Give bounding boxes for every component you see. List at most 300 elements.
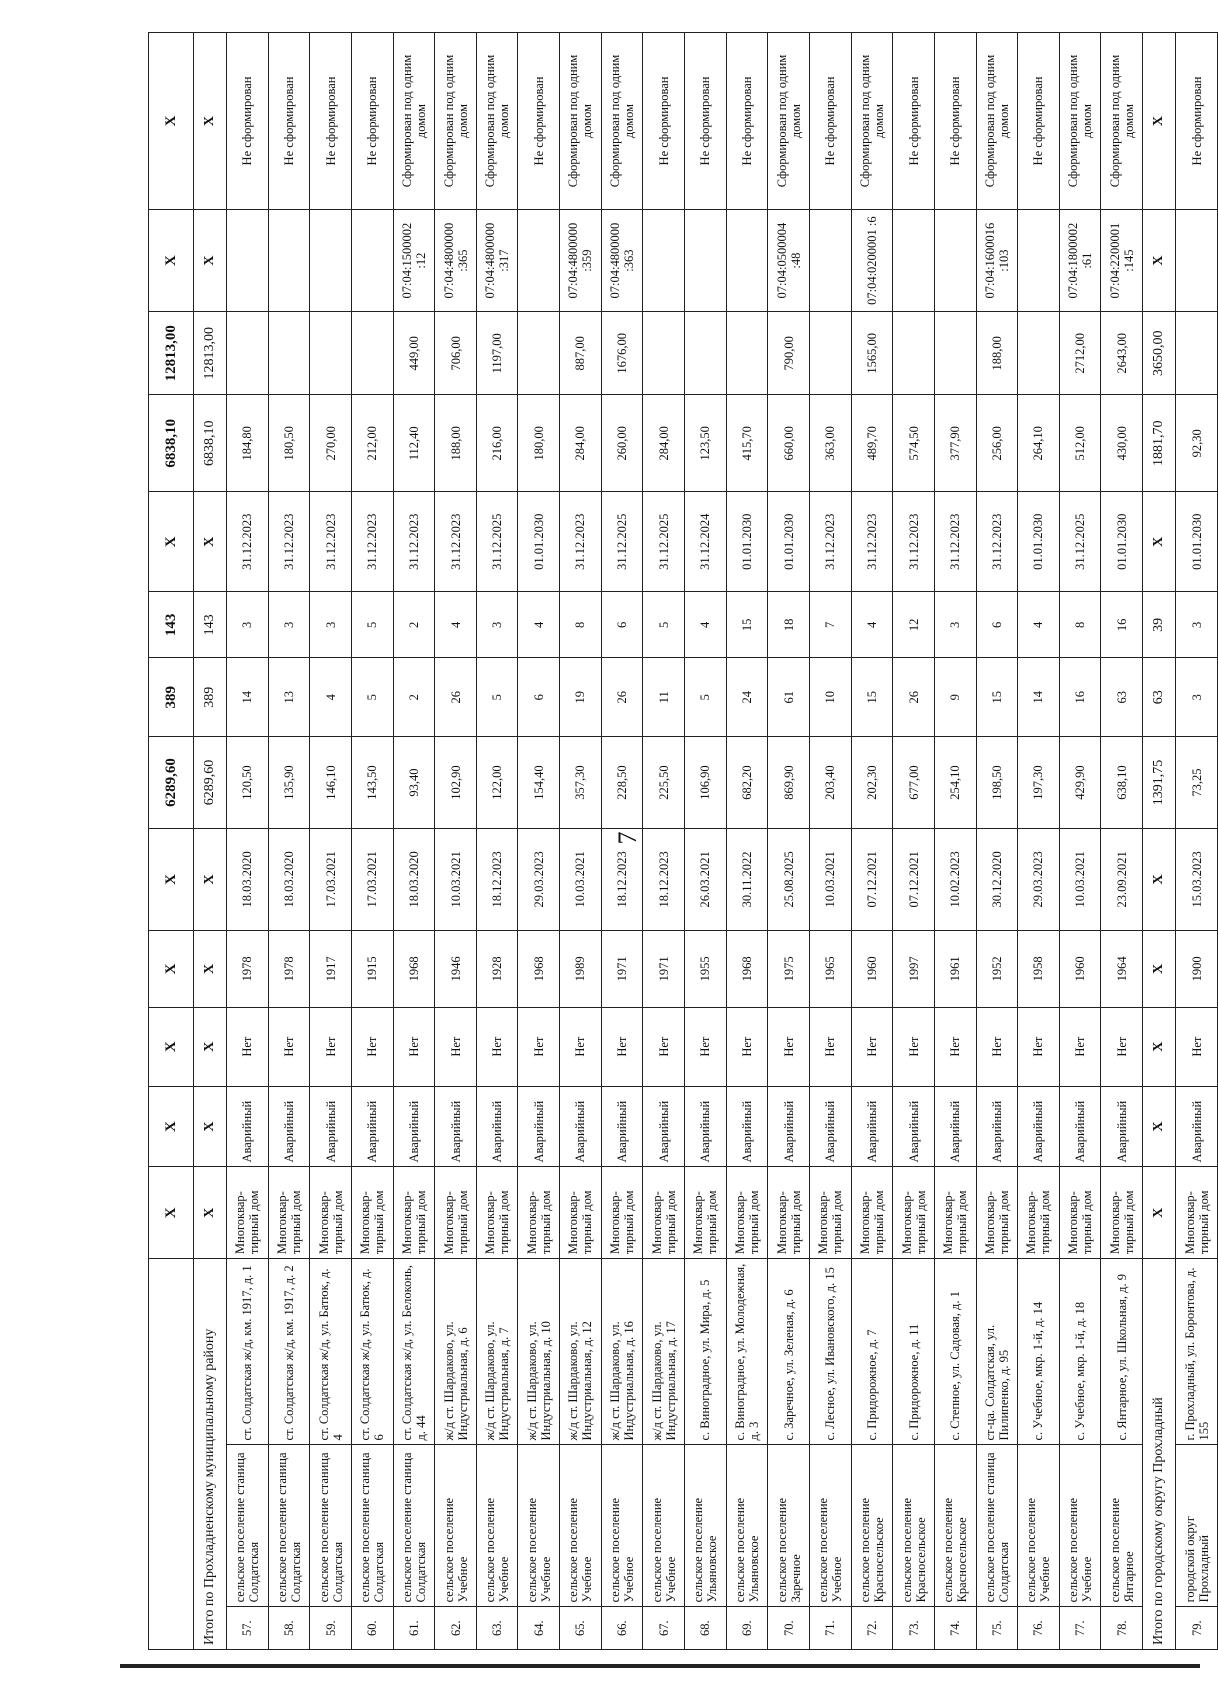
cell-deadline: 01.01.2030 [1176,492,1218,592]
header-cell: X [149,33,194,210]
table-row [685,33,727,1650]
cell-people: 14 [227,658,269,737]
table-row [601,33,643,1650]
cell-flag: Нет [435,1007,477,1086]
cell-address: ст. Солдатская ж/д, ул. Батюк, д. 6 [351,1259,393,1445]
cell-cost [643,312,685,395]
cell-address: с. Заречное, ул. Зеленая, д. 6 [768,1259,810,1445]
cell-year: 1964 [1101,931,1143,1008]
cell-deadline: 31.12.2023 [851,492,893,592]
page-number: 7 [613,831,642,845]
cell-type: Многоквар-тирный дом [518,1167,560,1259]
total-cell: 12813,00 [194,312,227,395]
cell-cost: 1676,00 [601,312,643,395]
cell-settlement: сельское поселение станица Солдатская [310,1445,352,1607]
cell-deadline: 31.12.2025 [1059,492,1101,592]
cell-cadastre [1018,209,1060,311]
table-row [643,33,685,1650]
total-cell: 3650,00 [1143,312,1176,395]
cell-settlement: сельское поселение Учебное [1059,1445,1101,1607]
header-cell: 6838,10 [149,395,194,492]
cell-cadastre [351,209,393,311]
cell-deadline: 31.12.2023 [268,492,310,592]
cell-settlement: сельское поселение Красносельское [851,1445,893,1607]
cell-flag: Нет [809,1007,851,1086]
cell-deadline: 31.12.2023 [435,492,477,592]
cell-deadline: 01.01.2030 [1018,492,1060,592]
cell-state: Аварийный [310,1086,352,1167]
cell-area: 682,20 [726,737,768,829]
table-body [149,33,1218,1650]
cell-area2: 415,70 [726,395,768,492]
cell-type: Многоквар-тирный дом [1101,1167,1143,1259]
header-cell: 143 [149,592,194,658]
cell-area2: 284,00 [560,395,602,492]
cell-address: с. Учебное, мкр. 1-й, д. 18 [1059,1259,1101,1445]
cell-area2: 260,00 [601,395,643,492]
cell-cadastre [934,209,976,311]
total-label: Итого по Прохладненскому муниципальному району [194,1259,227,1650]
cell-date: 17.03.2021 [310,828,352,930]
cell-status: Сформирован под одним домом [393,33,435,210]
cell-date: 17.03.2021 [351,828,393,930]
cell-cadastre [310,209,352,311]
cell-status: Не сформирован [1176,33,1218,210]
cell-status: Сформирован под одним домом [601,33,643,210]
cell-deadline: 01.01.2030 [726,492,768,592]
cell-settlement: сельское поселение Учебное [518,1445,560,1607]
cell-area2: 216,00 [476,395,518,492]
cell-cadastre [893,209,935,311]
cell-area: 102,90 [435,737,477,829]
cell-rooms: 3 [227,592,269,658]
cell-flag: Нет [1018,1007,1060,1086]
cell-settlement: сельское поселение Красносельское [934,1445,976,1607]
cell-rooms: 8 [1059,592,1101,658]
cell-flag: Нет [393,1007,435,1086]
cell-flag: Нет [851,1007,893,1086]
cell-people: 3 [1176,658,1218,737]
cell-cadastre: 07:04:1500002 :12 [393,209,435,311]
cell-status: Сформирован под одним домом [560,33,602,210]
cell-status: Не сформирован [934,33,976,210]
cell-status: Сформирован под одним домом [976,33,1018,210]
cell-people: 6 [518,658,560,737]
cell-state: Аварийный [726,1086,768,1167]
cell-cost [726,312,768,395]
cell-year: 1978 [227,931,269,1008]
cell-area: 228,50 [601,737,643,829]
cell-cost [893,312,935,395]
cell-rooms: 7 [809,592,851,658]
cell-area: 225,50 [643,737,685,829]
cell-type: Многоквар-тирный дом [809,1167,851,1259]
cell-year: 1960 [1059,931,1101,1008]
table-row [518,33,560,1650]
cell-deadline: 31.12.2023 [227,492,269,592]
cell-people: 5 [685,658,727,737]
cell-area2: 574,50 [893,395,935,492]
cell-rooms: 2 [393,592,435,658]
total-cell: 143 [194,592,227,658]
cell-year: 1946 [435,931,477,1008]
cell-deadline: 01.01.2030 [768,492,810,592]
cell-date: 29.03.2023 [518,828,560,930]
cell-date: 18.12.2023 [476,828,518,930]
cell-type: Многоквар-тирный дом [768,1167,810,1259]
cell-rooms: 3 [1176,592,1218,658]
cell-state: Аварийный [768,1086,810,1167]
table-row [934,33,976,1650]
cell-rooms: 15 [726,592,768,658]
cell-settlement: сельское поселение Учебное [643,1445,685,1607]
cell-area2: 180,00 [518,395,560,492]
cell-settlement: сельское поселение Ульяновское [685,1445,727,1607]
table-row [560,33,602,1650]
cell-cadastre: 07:04:1800002 :61 [1059,209,1101,311]
header-cell [149,1259,194,1650]
cell-status: Не сформирован [227,33,269,210]
cell-n: 72. [851,1607,893,1650]
cell-state: Аварийный [601,1086,643,1167]
cell-deadline: 01.01.2030 [518,492,560,592]
cell-area: 203,40 [809,737,851,829]
cell-type: Многоквар-тирный дом [851,1167,893,1259]
total-cell: X [1143,931,1176,1008]
cell-year: 1978 [268,931,310,1008]
cell-area2: 184,80 [227,395,269,492]
cell-cadastre [518,209,560,311]
cell-area2: 256,00 [976,395,1018,492]
cell-year: 1955 [685,931,727,1008]
cell-cadastre: 07:04:2200001 :145 [1101,209,1143,311]
cell-cost: 2643,00 [1101,312,1143,395]
cell-flag: Нет [518,1007,560,1086]
cell-type: Многоквар-тирный дом [643,1167,685,1259]
cell-state: Аварийный [435,1086,477,1167]
header-cell: 12813,00 [149,312,194,395]
cell-settlement: сельское поселение Учебное [560,1445,602,1607]
cell-date: 18.12.2023 [643,828,685,930]
cell-flag: Нет [227,1007,269,1086]
header-cell: X [149,492,194,592]
cell-date: 18.03.2020 [268,828,310,930]
cell-settlement: сельское поселение Учебное [435,1445,477,1607]
cell-status: Не сформирован [809,33,851,210]
cell-state: Аварийный [351,1086,393,1167]
cell-area: 357,30 [560,737,602,829]
cell-state: Аварийный [976,1086,1018,1167]
table-row [851,33,893,1650]
cell-deadline: 31.12.2023 [393,492,435,592]
cell-year: 1968 [393,931,435,1008]
cell-people: 61 [768,658,810,737]
cell-state: Аварийный [643,1086,685,1167]
cell-area2: 180,50 [268,395,310,492]
cell-type: Многоквар-тирный дом [476,1167,518,1259]
header-cell: X [149,209,194,311]
cell-cadastre: 07:04:1600016 :103 [976,209,1018,311]
table-row [1018,33,1060,1650]
cell-date: 07.12.2021 [893,828,935,930]
header-cell: 6289,60 [149,737,194,829]
cell-state: Аварийный [560,1086,602,1167]
cell-area2: 512,00 [1059,395,1101,492]
total-label: Итого по городскому округу Прохладный [1143,1259,1176,1650]
cell-n: 65. [560,1607,602,1650]
cell-status: Не сформирован [1018,33,1060,210]
cell-deadline: 31.12.2023 [893,492,935,592]
cell-area: 106,90 [685,737,727,829]
total-cell: X [1143,492,1176,592]
cell-year: 1960 [851,931,893,1008]
cell-year: 1971 [601,931,643,1008]
cell-date: 30.11.2022 [726,828,768,930]
cell-address: ж/д ст. Шардаково, ул. Индустриальная, д. 7 [476,1259,518,1445]
cell-area2: 92,30 [1176,395,1218,492]
cell-cost: 706,00 [435,312,477,395]
cell-deadline: 31.12.2025 [601,492,643,592]
table-row [768,33,810,1650]
cell-type: Многоквар-тирный дом [685,1167,727,1259]
cell-rooms: 3 [934,592,976,658]
cell-type: Многоквар-тирный дом [893,1167,935,1259]
cell-year: 1971 [643,931,685,1008]
cell-n: 73. [893,1607,935,1650]
cell-flag: Нет [726,1007,768,1086]
cell-address: ст. Солдатская ж/д, ул. Белоконь, д. 44 [393,1259,435,1445]
table-row [726,33,768,1650]
cell-area: 429,90 [1059,737,1101,829]
cell-n: 62. [435,1607,477,1650]
cell-status: Не сформирован [518,33,560,210]
cell-flag: Нет [1101,1007,1143,1086]
cell-year: 1968 [726,931,768,1008]
cell-n: 77. [1059,1607,1101,1650]
cell-area2: 377,90 [934,395,976,492]
cell-n: 68. [685,1607,727,1650]
cell-deadline: 01.01.2030 [1101,492,1143,592]
cell-n: 71. [809,1607,851,1650]
cell-state: Аварийный [227,1086,269,1167]
cell-rooms: 4 [685,592,727,658]
cell-cadastre: 07:04:4800000 :317 [476,209,518,311]
cell-state: Аварийный [1059,1086,1101,1167]
cell-date: 18.12.2023 [601,828,643,930]
cell-status: Сформирован под одним домом [1059,33,1101,210]
cell-date: 29.03.2023 [1018,828,1060,930]
table-row [227,33,269,1650]
cell-year: 1952 [976,931,1018,1008]
cell-area2: 660,00 [768,395,810,492]
cell-rooms: 8 [560,592,602,658]
cell-area: 869,90 [768,737,810,829]
total-cell: X [194,931,227,1008]
table-row [893,33,935,1650]
cell-n: 64. [518,1607,560,1650]
cell-area2: 188,00 [435,395,477,492]
cell-area: 120,50 [227,737,269,829]
cell-type: Многоквар-тирный дом [726,1167,768,1259]
cell-cost [685,312,727,395]
cell-address: ст. Солдатская ж/д, ул. Батюк, д. 4 [310,1259,352,1445]
total-cell: X [1143,33,1176,210]
header-cell: 389 [149,658,194,737]
cell-flag: Нет [976,1007,1018,1086]
cell-settlement: сельское поселение Ульяновское [726,1445,768,1607]
cell-cost: 1565,00 [851,312,893,395]
total-cell: X [1143,828,1176,930]
cell-year: 1900 [1176,931,1218,1008]
cell-status: Сформирован под одним домом [476,33,518,210]
cell-status: Не сформирован [310,33,352,210]
total-cell: 6289,60 [194,737,227,829]
cell-cadastre: 07:04:4800000 :365 [435,209,477,311]
cell-type: Многоквар-тирный дом [227,1167,269,1259]
cell-rooms: 12 [893,592,935,658]
cell-address: с. Виноградное, ул. Мира, д. 5 [685,1259,727,1445]
cell-type: Многоквар-тирный дом [1059,1167,1101,1259]
cell-n: 57. [227,1607,269,1650]
cell-type: Многоквар-тирный дом [435,1167,477,1259]
cell-people: 14 [1018,658,1060,737]
cell-cadastre: 07:04:4800000 :359 [560,209,602,311]
cell-n: 79. [1176,1607,1218,1650]
cell-flag: Нет [310,1007,352,1086]
cell-settlement: сельское поселение Учебное [809,1445,851,1607]
cell-deadline: 31.12.2023 [351,492,393,592]
cell-cost [809,312,851,395]
cell-status: Не сформирован [268,33,310,210]
cell-settlement: сельское поселение станица Солдатская [976,1445,1018,1607]
total-cell: 389 [194,658,227,737]
cell-year: 1975 [768,931,810,1008]
cell-flag: Нет [476,1007,518,1086]
cell-cost [1018,312,1060,395]
total-row-city-district [1143,33,1176,1650]
cell-people: 10 [809,658,851,737]
cell-status: Сформирован под одним домом [1101,33,1143,210]
table-row [310,33,352,1650]
total-cell: X [1143,1007,1176,1086]
cell-people: 15 [851,658,893,737]
cell-address: с. Придорожное, д. 7 [851,1259,893,1445]
cell-rooms: 4 [851,592,893,658]
cell-settlement: сельское поселение Красносельское [893,1445,935,1607]
total-cell: 1391,75 [1143,737,1176,829]
cell-area2: 284,00 [643,395,685,492]
cell-settlement: сельское поселение Учебное [601,1445,643,1607]
cell-people: 24 [726,658,768,737]
cell-settlement: городской округ Прохладный [1176,1445,1218,1607]
table-header-row [149,33,194,1650]
cell-rooms: 5 [643,592,685,658]
cell-people: 19 [560,658,602,737]
cell-settlement: сельское поселение Учебное [1018,1445,1060,1607]
cell-people: 16 [1059,658,1101,737]
cell-settlement: сельское поселение Учебное [476,1445,518,1607]
cell-date: 10.03.2021 [809,828,851,930]
cell-state: Аварийный [518,1086,560,1167]
cell-address: г. Прохладный, ул. Боронтова, д. 155 [1176,1259,1218,1445]
cell-date: 23.09.2021 [1101,828,1143,930]
cell-cadastre [685,209,727,311]
cell-address: ст. Солдатская ж/д, км. 1917, д. 1 [227,1259,269,1445]
cell-area: 677,00 [893,737,935,829]
table-row [393,33,435,1650]
cell-type: Многоквар-тирный дом [268,1167,310,1259]
cell-area2: 112,40 [393,395,435,492]
cell-year: 1928 [476,931,518,1008]
cell-area2: 270,00 [310,395,352,492]
cell-area2: 212,00 [351,395,393,492]
cell-date: 18.03.2020 [227,828,269,930]
cell-deadline: 31.12.2025 [476,492,518,592]
table-row [1101,33,1143,1650]
total-cell: X [194,1007,227,1086]
cell-rooms: 6 [601,592,643,658]
cell-cost: 1197,00 [476,312,518,395]
cell-people: 5 [476,658,518,737]
cell-cadastre: 07:04:4800000 :363 [601,209,643,311]
cell-cost: 2712,00 [1059,312,1101,395]
cell-area: 197,30 [1018,737,1060,829]
total-cell: X [1143,1086,1176,1167]
cell-date: 18.03.2020 [393,828,435,930]
cell-n: 59. [310,1607,352,1650]
total-cell: 63 [1143,658,1176,737]
total-cell: X [194,492,227,592]
cell-flag: Нет [560,1007,602,1086]
cell-address: с. Янтарное, ул. Школьная, д. 9 [1101,1259,1143,1445]
cell-people: 2 [393,658,435,737]
cell-rooms: 16 [1101,592,1143,658]
cell-flag: Нет [893,1007,935,1086]
cell-flag: Нет [601,1007,643,1086]
cell-n: 76. [1018,1607,1060,1650]
cell-address: ж/д ст. Шардаково, ул. Индустриальная, д. 12 [560,1259,602,1445]
cell-cost: 449,00 [393,312,435,395]
bottom-scan-edge [120,1664,1200,1668]
cell-rooms: 4 [1018,592,1060,658]
total-cell: X [194,209,227,311]
cell-people: 4 [310,658,352,737]
cell-status: Не сформирован [351,33,393,210]
cell-area2: 430,00 [1101,395,1143,492]
cell-deadline: 31.12.2023 [560,492,602,592]
cell-state: Аварийный [1101,1086,1143,1167]
header-cell: X [149,1007,194,1086]
cell-state: Аварийный [893,1086,935,1167]
cell-cadastre [809,209,851,311]
total-row-municipal-district [194,33,227,1650]
cell-flag: Нет [351,1007,393,1086]
cell-year: 1915 [351,931,393,1008]
cell-flag: Нет [1176,1007,1218,1086]
cell-address: ж/д ст. Шардаково, ул. Индустриальная, д. 6 [435,1259,477,1445]
cell-type: Многоквар-тирный дом [560,1167,602,1259]
cell-address: ст. Солдатская ж/д, км. 1917, д. 2 [268,1259,310,1445]
cell-n: 63. [476,1607,518,1650]
cell-flag: Нет [643,1007,685,1086]
cell-state: Аварийный [809,1086,851,1167]
table-row [435,33,477,1650]
cell-state: Аварийный [1176,1086,1218,1167]
cell-people: 9 [934,658,976,737]
cell-year: 1989 [560,931,602,1008]
cell-date: 10.02.2023 [934,828,976,930]
cell-address: ст-ца. Солдатская, ул. Пилипенко, д. 95 [976,1259,1018,1445]
